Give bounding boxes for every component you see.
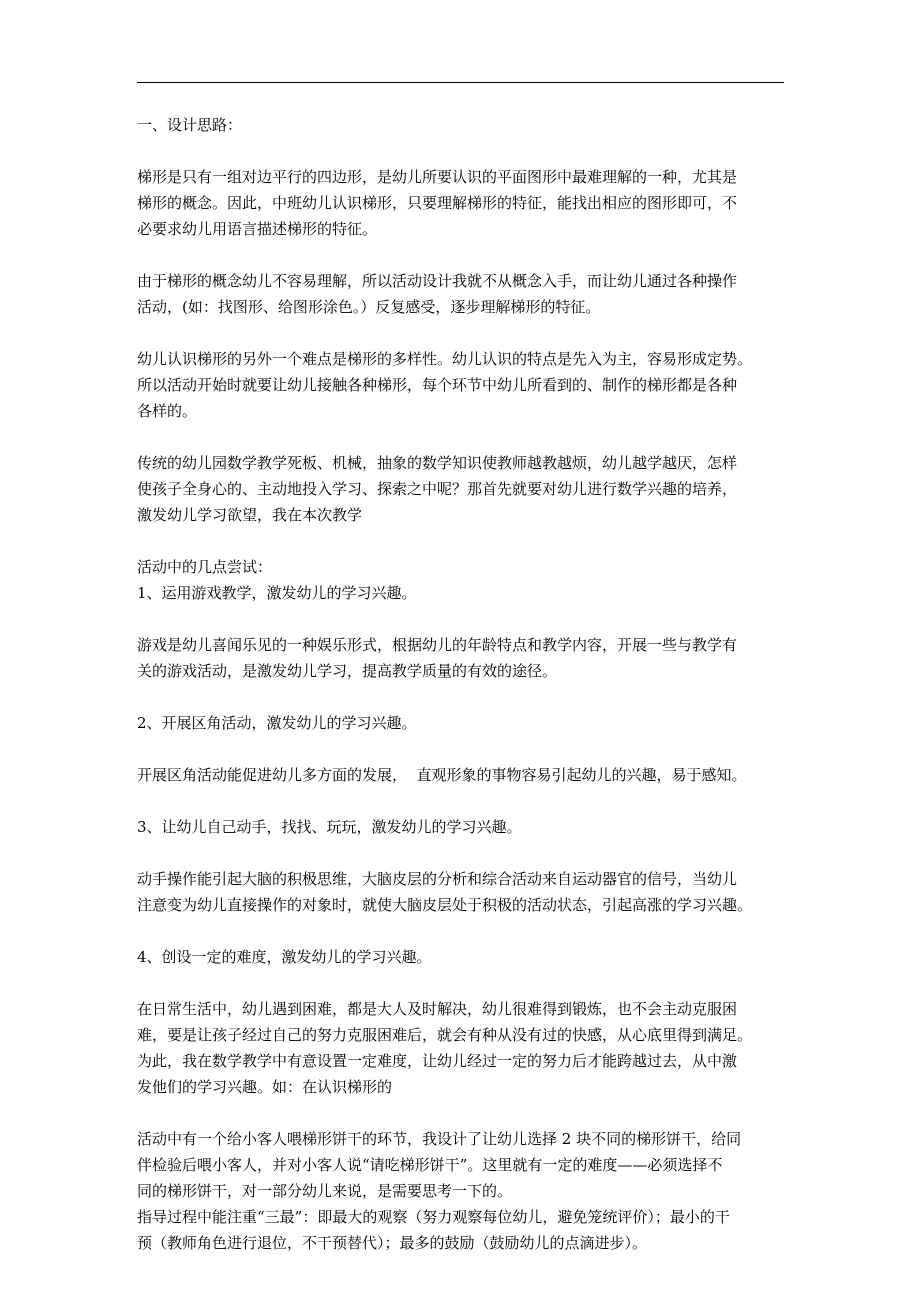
paragraph-gap — [137, 970, 787, 996]
paragraph-gap — [137, 242, 787, 268]
paragraph-line: 在日常生活中，幼儿遇到困难，都是大人及时解决，幼儿很难得到锻炼，也不会主动克服困 — [137, 1000, 738, 1018]
paragraph-gap — [137, 684, 787, 710]
paragraph-line: 难，要是让孩子经过自己的努力克服困难后，就会有种从没有过的快感，从心底里得到满足。 — [137, 1026, 753, 1044]
paragraph-line: 必要求幼儿用语言描述梯形的特征。 — [137, 220, 378, 238]
paragraph-gap — [137, 788, 787, 814]
paragraph-line: 幼儿认识梯形的另外一个难点是梯形的多样性。幼儿认识的特点是先入为主，容易形成定势。 — [137, 350, 753, 368]
paragraph-line: 动手操作能引起大脑的积极思维，大脑皮层的分析和综合活动来自运动器官的信号，当幼儿 — [137, 870, 738, 888]
paragraph-gap — [137, 320, 787, 346]
paragraph — [137, 268, 787, 320]
paragraph-line: 使孩子全身心的、主动地投入学习、探索之中呢？那首先就要对幼儿进行数学兴趣的培养， — [137, 480, 738, 498]
paragraph — [137, 996, 787, 1100]
paragraph-line: 4、创设一定的难度，激发幼儿的学习兴趣。 — [137, 948, 432, 966]
paragraph-line: 同的梯形饼干，对一部分幼儿来说，是需要思考一下的。 — [137, 1182, 513, 1200]
paragraph-gap — [137, 1100, 787, 1126]
paragraph-line: 激发幼儿学习欲望，我在本次教学 — [137, 506, 363, 524]
paragraph-line: 3、让幼儿自己动手，找找、玩玩，激发幼儿的学习兴趣。 — [137, 818, 522, 836]
paragraph-line: 开展区角活动能促进幼儿多方面的发展， 直观形象的事物容易引起幼儿的兴趣，易于感知。 — [137, 766, 747, 784]
paragraph — [137, 1126, 787, 1256]
paragraph-list — [137, 164, 787, 1256]
paragraph-gap — [137, 918, 787, 944]
paragraph-line: 1、运用游戏教学，激发幼儿的学习兴趣。 — [137, 584, 417, 602]
paragraph — [137, 450, 787, 528]
paragraph-line: 梯形是只有一组对边平行的四边形，是幼儿所要认识的平面图形中最难理解的一种，尤其是 — [137, 168, 738, 186]
paragraph-line: 发他们的学习兴趣。如：在认识梯形的 — [137, 1078, 393, 1096]
paragraph — [137, 632, 787, 684]
paragraph-line: 活动，(如：找图形、给图形涂色。）反复感受，逐步理解梯形的特征。 — [137, 298, 601, 316]
section-heading: 一、设计思路： — [137, 116, 243, 134]
paragraph-gap — [137, 138, 787, 164]
paragraph-line: 2、开展区角活动，激发幼儿的学习兴趣。 — [137, 714, 417, 732]
paragraph-line: 由于梯形的概念幼儿不容易理解，所以活动设计我就不从概念入手，而让幼儿通过各种操作 — [137, 272, 738, 290]
paragraph-gap — [137, 424, 787, 450]
paragraph — [137, 346, 787, 424]
paragraph — [137, 164, 787, 242]
paragraph-line: 传统的幼儿园数学教学死板、机械，抽象的数学知识使教师越教越烦，幼儿越学越厌，怎样 — [137, 454, 738, 472]
paragraph-line: 注意变为幼儿直接操作的对象时，就使大脑皮层处于积极的活动状态，引起高涨的学习兴趣。 — [137, 896, 753, 914]
paragraph-line: 活动中有一个给小客人喂梯形饼干的环节，我设计了让幼儿选择 2 块不同的梯形饼干，给同 — [137, 1130, 742, 1148]
paragraph-line: 所以活动开始时就要让幼儿接触各种梯形，每个环节中幼儿所看到的、制作的梯形都是各种 — [137, 376, 738, 394]
paragraph-line: 为此，我在数学教学中有意设置一定难度，让幼儿经过一定的努力后才能跨越过去，从中激 — [137, 1052, 738, 1070]
paragraph-line: 关的游戏活动，是激发幼儿学习，提高教学质量的有效的途径。 — [137, 662, 558, 680]
paragraph-line: 各样的。 — [137, 402, 198, 420]
paragraph — [137, 944, 787, 970]
paragraph-line: 活动中的几点尝试： — [137, 558, 273, 576]
paragraph-line: 游戏是幼儿喜闻乐见的一种娱乐形式，根据幼儿的年龄特点和教学内容，开展一些与教学有 — [137, 636, 738, 654]
document-body — [137, 112, 787, 1256]
paragraph-gap — [137, 736, 787, 762]
paragraph — [137, 710, 787, 736]
paragraph — [137, 866, 787, 918]
paragraph-gap — [137, 528, 787, 554]
paragraph-line: 指导过程中能注重“三最”：即最大的观察（努力观察每位幼儿，避免笼统评价）；最小的干 — [137, 1208, 730, 1226]
paragraph — [137, 554, 787, 606]
paragraph-line: 伴检验后喂小客人，并对小客人说“请吃梯形饼干”。这里就有一定的难度——必须选择不 — [137, 1156, 723, 1174]
paragraph-line: 预（教师角色进行退位，不干预替代）；最多的鼓励（鼓励幼儿的点滴进步）。 — [137, 1234, 648, 1252]
paragraph-gap — [137, 606, 787, 632]
paragraph-gap — [137, 840, 787, 866]
paragraph — [137, 814, 787, 840]
paragraph — [137, 762, 787, 788]
paragraph-line: 梯形的概念。因此，中班幼儿认识梯形，只要理解梯形的特征，能找出相应的图形即可，不 — [137, 194, 738, 212]
header-rule — [137, 82, 784, 83]
